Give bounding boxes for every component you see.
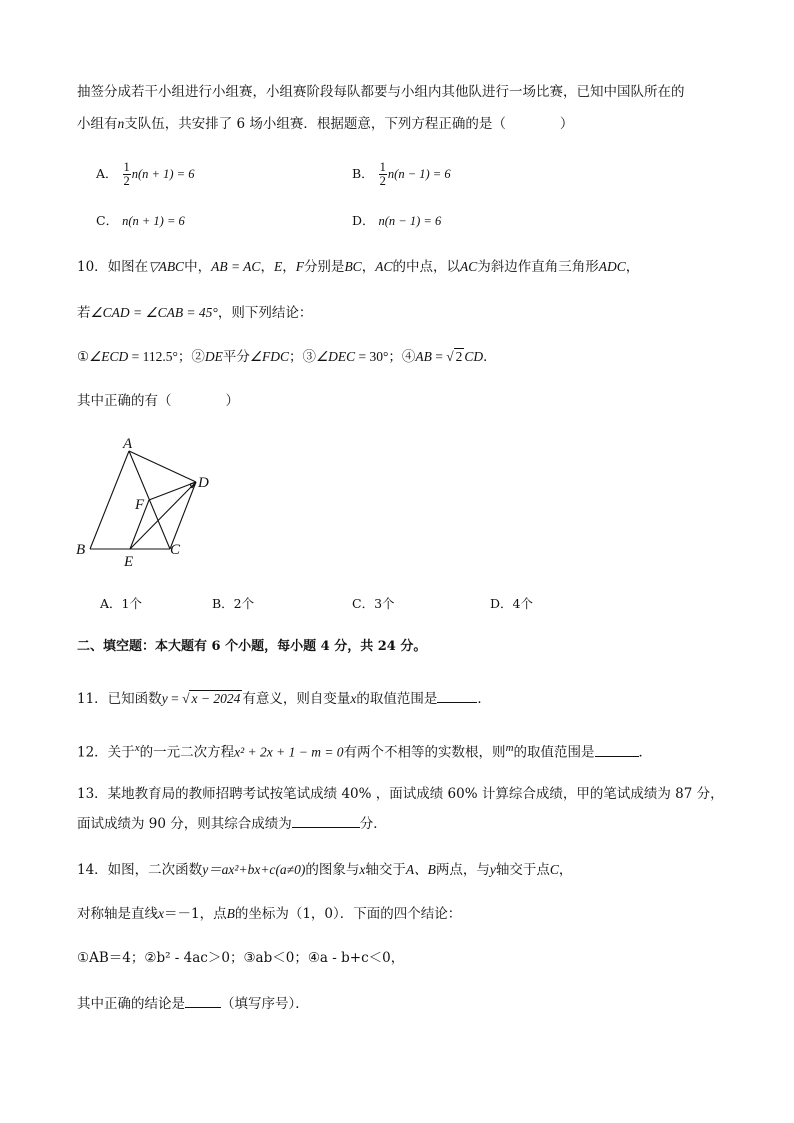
q13-text: 面试成绩为 90 分，则其综合成绩为 (77, 816, 292, 832)
segment-ad (129, 451, 196, 482)
label-b: B (76, 542, 86, 558)
q12-text: 的一元二次方程 (139, 744, 235, 761)
q14-line4 (77, 995, 309, 1013)
q10-point-e: E (273, 259, 283, 274)
q10-text: ， (282, 259, 296, 275)
label-a: A (123, 436, 133, 452)
answer-blank[interactable] (595, 744, 639, 757)
q14-function: y＝ax²+bx+c (202, 862, 276, 877)
q10-text: ；③ (288, 349, 316, 365)
q14-text: 的坐标为（1，0）．下面的四个结论： (234, 906, 462, 922)
q10-text: ；② (177, 349, 205, 365)
q10-text: 若 (77, 305, 91, 321)
option-label: B． (352, 166, 374, 181)
q9-line2 (77, 115, 573, 133)
q10-segment-ab: AB (415, 349, 432, 364)
option-label: C． (96, 213, 119, 228)
q12-text: 的取值范围是 (513, 744, 595, 761)
q11-text: 有意义，则自变量 (242, 691, 351, 707)
q10-option-b: B．2个 (212, 596, 255, 611)
q10-text: = (431, 349, 447, 364)
q9-line1: 抽签分成若干小组进行小组赛，小组赛阶段每队都要与小组内其他队进行一场比赛，已知中国队所在的 (77, 84, 685, 100)
q14-text: 轴交于点 (495, 862, 550, 878)
q9-option-d (352, 212, 441, 230)
q14-var-y: y (489, 862, 496, 877)
q10-line2 (77, 304, 312, 322)
q9-var-n: n (117, 116, 125, 131)
q12-text: 12．关于 (77, 744, 135, 761)
q10-angle-condition: ∠CAD = ∠CAB = 45° (90, 305, 218, 320)
q10-text: ， (260, 259, 274, 275)
q14-text: 的图象与 (305, 862, 360, 878)
label-f: F (135, 497, 145, 513)
sqrt-expression: √ x − 2024 (182, 691, 241, 706)
q10-segment-bc: BC (344, 259, 362, 274)
q10-value: = 30° (355, 349, 389, 364)
q10-text: ① (77, 349, 90, 365)
q9-option-c (96, 212, 185, 230)
q10-text: ；④ (388, 349, 416, 365)
q10-angle-dec: ∠DEC (315, 349, 356, 364)
q10-triangle-adc: ADC (598, 259, 626, 274)
q9-text: 小组有 (77, 116, 118, 132)
option-expression: n(n + 1) = 6 (131, 167, 195, 181)
q12-var-m: m (505, 742, 514, 754)
q10-text: ，则下列结论： (217, 305, 313, 321)
fraction-numerator: 1 (123, 160, 130, 174)
q10-option-c: C．3个 (352, 596, 395, 611)
option-expression: n(n + 1) = 6 (122, 214, 185, 228)
section-heading: 二、填空题：本大题有 6 个小题，每小题 4 分，共 24 分。 (77, 639, 427, 654)
sqrt-radicand: 2 (455, 349, 463, 364)
q10-value: = 112.5° (128, 349, 178, 364)
segment-dc (170, 482, 196, 549)
q14-line1 (77, 861, 572, 879)
segment-ab (90, 451, 129, 549)
fraction-denominator: 2 (123, 174, 130, 188)
q14-var-x: x (158, 906, 164, 921)
q14-text: 对称轴是直线 (77, 906, 158, 922)
q14-text: ， (558, 862, 573, 878)
q13-line2 (77, 815, 387, 833)
option-label: D． (352, 213, 375, 228)
option-expression: n(n − 1) = 6 (387, 167, 451, 181)
q9-text: 支队伍，共安排了 6 场小组赛．根据题意，下列方程正确的是（ ） (124, 116, 574, 132)
q14-text: 其中正确的结论是 (77, 996, 185, 1012)
option-label: A． (96, 166, 118, 181)
q10-geometry-figure (72, 432, 222, 572)
q10-segment-ac: AC (375, 259, 393, 274)
q10-line4: 其中正确的有（ ） (77, 393, 239, 409)
sqrt-radicand: x − 2024 (191, 691, 241, 706)
segment-df (149, 482, 196, 500)
option-expression: n(n − 1) = 6 (378, 214, 442, 228)
q9-option-b (352, 161, 451, 188)
q10-text: 为斜边作直角三角形 (477, 259, 599, 275)
q10-segment-ac: AC (459, 259, 478, 274)
fraction-denominator: 2 (379, 174, 386, 188)
q10-text: ， (361, 259, 376, 275)
sqrt-expression: √ 2 (446, 349, 463, 364)
fraction (123, 161, 131, 188)
q10-ab-eq-ac: AB = AC (211, 259, 261, 274)
q11-text: ． (477, 691, 491, 707)
q14-text: ＝－1，点 (164, 906, 227, 922)
q13-line1: 13．某地教育局的教师招聘考试按笔试成绩 40% ，面试成绩 60% 计算综合成绩，甲的笔试成绩为 87 分， (77, 786, 724, 802)
q10-text: ， (625, 259, 640, 275)
q12-text: 有两个不相等的实数根，则 (343, 744, 506, 761)
q10-text: 中， (184, 259, 212, 275)
q10-text: 分别是 (303, 259, 345, 275)
q14-point-b: B (226, 906, 235, 921)
q10-segment-cd: CD (464, 349, 484, 364)
q13-text: 分． (359, 816, 387, 832)
q12-text: ． (638, 744, 653, 761)
q10-text: 10．如图在 (77, 259, 149, 275)
q10-segment-de: DE (204, 349, 223, 364)
q14-var-x: x (359, 862, 366, 877)
q12-line (77, 739, 652, 762)
answer-blank[interactable] (185, 995, 221, 1008)
label-c: C (170, 542, 181, 558)
q10-angle-fdc: ∠FDC (249, 349, 289, 364)
q14-point-c: C (549, 862, 559, 877)
q10-option-a: A．1个 (100, 596, 142, 611)
q14-text: （填写序号）． (221, 996, 309, 1012)
q10-triangle-abc: ▽ABC (148, 259, 185, 274)
answer-blank[interactable] (292, 815, 360, 828)
q11-text: 的取值范围是 (356, 691, 438, 707)
q10-angle-ecd: ∠ECD (89, 349, 129, 364)
q11-text: = (167, 691, 183, 706)
q9-option-a (96, 161, 194, 188)
q10-line1 (77, 258, 639, 276)
q14-text: 两点，与 (435, 862, 490, 878)
q11-var-y: y (161, 691, 168, 706)
q10-line3 (77, 348, 497, 366)
q14-text: 轴交于 (365, 862, 406, 878)
q12-var-x: x (134, 742, 140, 754)
q11-text: 11．已知函数 (77, 691, 162, 707)
fraction (379, 161, 387, 188)
q10-text: 平分 (222, 349, 250, 365)
q10-text: ． (483, 349, 497, 365)
q14-text: 14．如图，二次函数 (77, 862, 203, 878)
q10-point-f: F (295, 259, 304, 274)
label-d: D (198, 475, 209, 491)
q10-text: 的中点，以 (392, 259, 460, 275)
q14-points-ab: A、B (405, 862, 436, 877)
q14-line3: ①AB＝4；②b² - 4ac＞0；③ab＜0；④a - b+c＜0， (77, 950, 405, 966)
q14-line2 (77, 905, 461, 923)
segment-de (130, 482, 196, 549)
fraction-numerator: 1 (379, 160, 386, 174)
q12-equation: x² + 2x + 1 − m = 0 (234, 744, 344, 760)
q11-line (77, 690, 491, 708)
q11-var-x: x (350, 691, 357, 706)
q14-condition: (a≠0) (275, 862, 306, 877)
q10-option-d: D．4个 (490, 596, 533, 611)
label-e: E (124, 554, 134, 570)
answer-blank[interactable] (437, 690, 477, 703)
